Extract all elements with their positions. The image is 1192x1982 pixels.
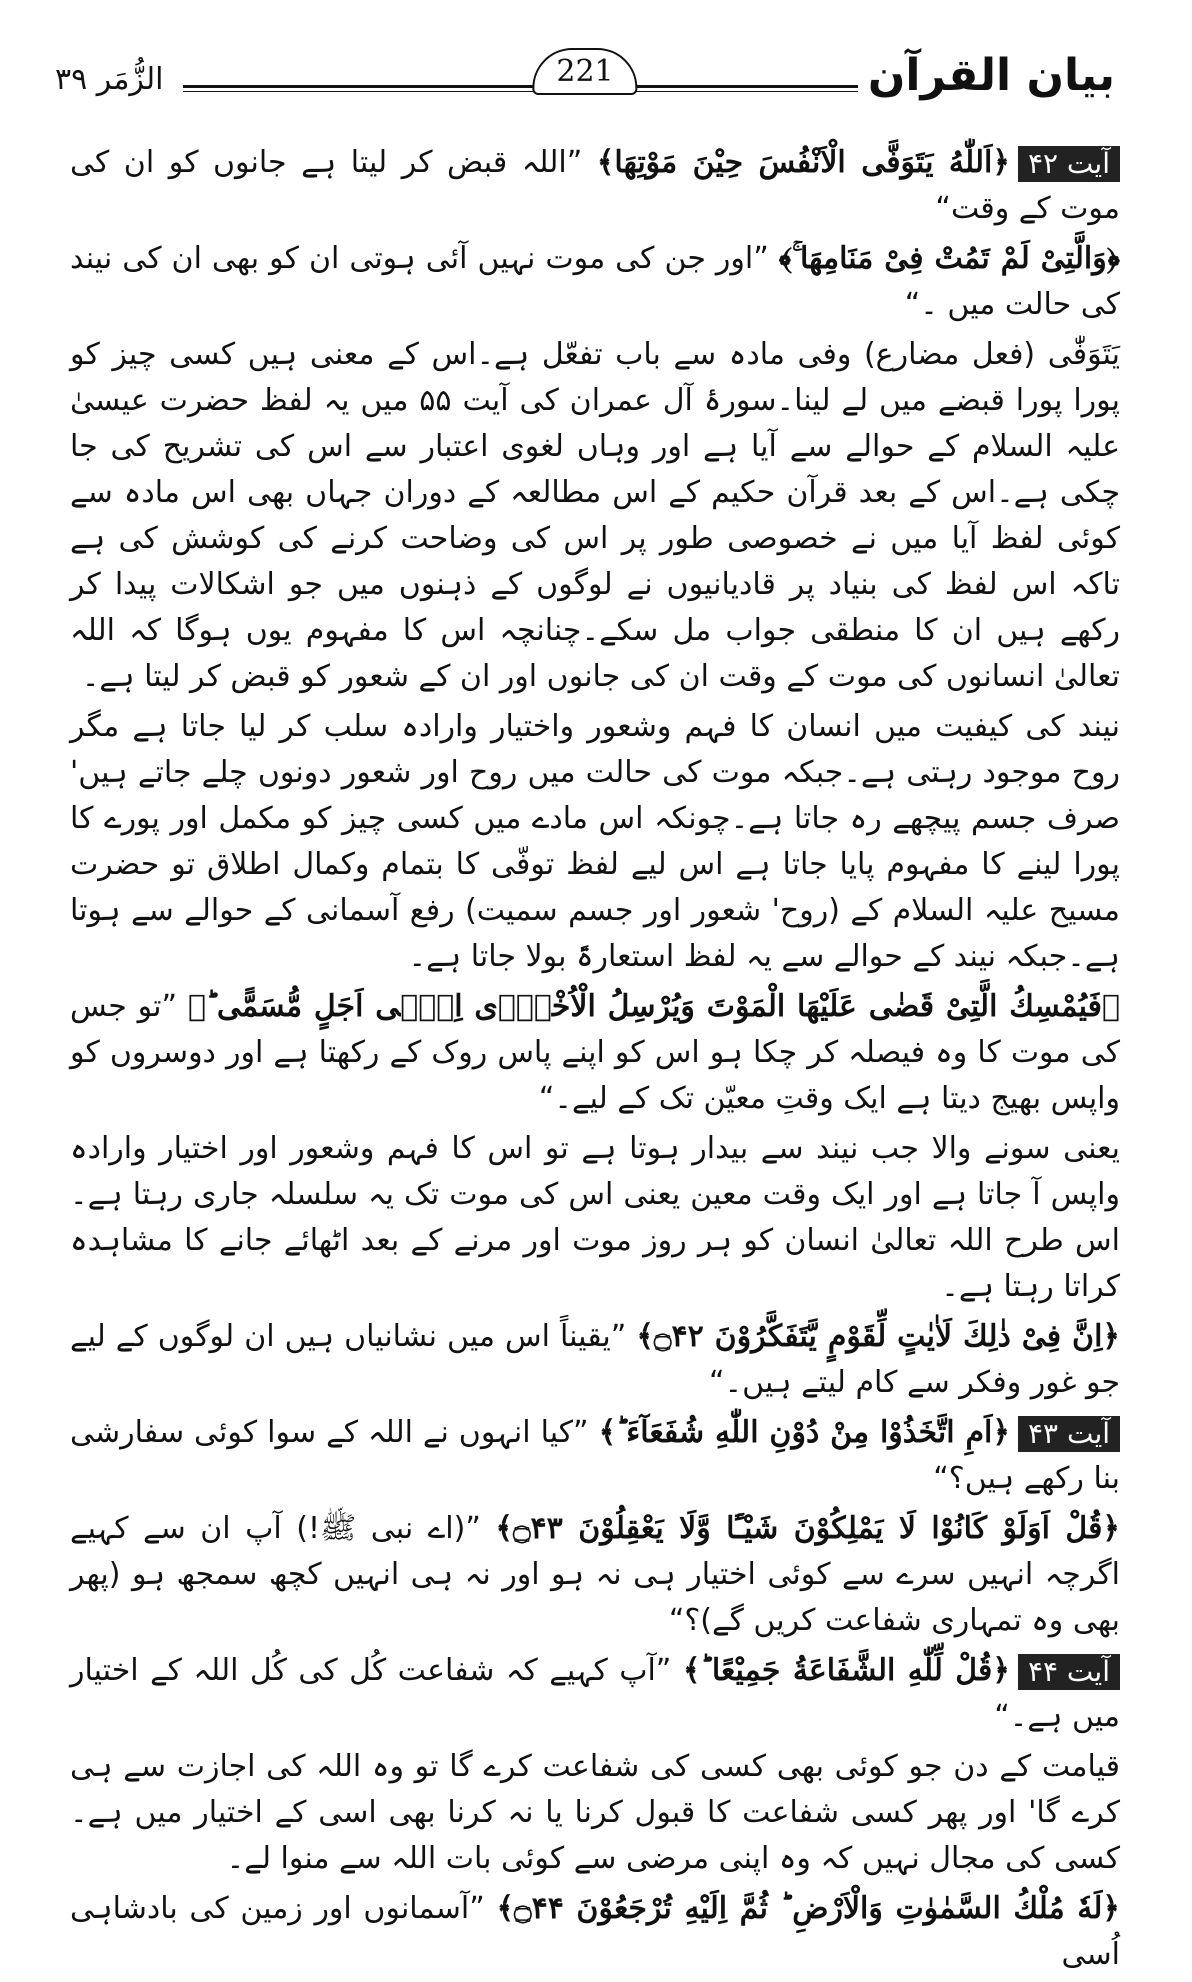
commentary-text: ”(اے نبی ﷺ!) آپ ان سے کہیے اگرچہ انہیں سرے سے کوئی اختیار ہی نہ ہو اور نہ ہی انہیں کچھ سمجھ ہو (پھر بھی وہ تمہاری شفاعت کریں گے)؟“ [70, 1511, 1120, 1638]
commentary-text: یعنی سونے والا جب نیند سے بیدار ہوتا ہے تو اس کا فہم وشعور اور اختیار وارادہ واپس آ جاتا ہے اور ایک وقت معین یعنی اس کی موت تک یہ سلسلہ جاری رہتا ہے۔اس طرح اللہ تعالیٰ انسان کو ہر روز موت اور مرنے کے بعد اٹھائے جانے کا مشاہدہ کراتا رہتا ہے۔ [70, 1131, 1120, 1304]
commentary-text: قیامت کے دن جو کوئی بھی کسی کی شفاعت کرے گا تو وہ اللہ کی اجازت سے ہی کرے گا' اور پھر کسی شفاعت کا قبول کرنا یا نہ کرنا بھی اسی کے اختیار میں ہے۔کسی کی مجال نہیں کہ وہ اپنی مرضی سے کوئی بات اللہ سے منوا لے۔ [70, 1749, 1120, 1876]
paragraph [70, 704, 1120, 980]
commentary-text: یَتَوَفّٰی (فعل مضارع) وفی مادہ سے باب تفعّل ہے۔اس کے معنی ہیں کسی چیز کو پورا پورا قبضے میں لے لینا۔سورۂ آل عمران کی آیت ۵۵ میں یہ لفظ حضرت عیسیٰ علیہ السلام کے حوالے سے آیا ہے اور وہاں لغوی اعتبار سے اس کی تشریح کی جا چکی ہے۔اس کے بعد قرآن حکیم کے اس مطالعہ کے دوران جہاں بھی اس مادہ سے کوئی لفظ آیا میں نے خصوصی طور پر اس کی وضاحت کرنے کی کوشش کی ہے تاکہ اس لفظ کی بنیاد پر قادیانیوں نے لوگوں کے ذہنوں میں جو اشکالات پیدا کر رکھے ہیں ان کا منطقی جواب مل سکے۔چنانچہ اس کا مفہوم یوں ہوگا کہ اللہ تعالیٰ انسانوں کی موت کے وقت ان کی جانوں اور ان کے شعور کو قبض کر لیتا ہے۔ [70, 337, 1120, 694]
commentary-text: ”تو جس کی موت کا وہ فیصلہ کر چکا ہو اس کو اپنے پاس روک کے رکھتا ہے اور دوسروں کو واپس بھیج دیتا ہے ایک وقتِ معیّن تک کے لیے۔“ [70, 989, 1120, 1116]
page-content [70, 140, 1120, 1982]
paragraph [70, 1314, 1120, 1406]
commentary-text: ”آپ کہیے کہ شفاعت کُل کی کُل اللہ کے اختیار میں ہے۔“ [70, 1653, 1120, 1734]
paragraph [70, 1506, 1120, 1644]
commentary-text: ”اللہ قبض کر لیتا ہے جانوں کو ان کی موت کے وقت“ [70, 145, 1120, 226]
paragraph [70, 236, 1120, 328]
page-header [55, 40, 1115, 120]
paragraph [70, 1886, 1120, 1978]
commentary-text: ”اور جن کی موت نہیں آئی ہوتی ان کو بھی ان کی نیند کی حالت میں ۔“ [70, 241, 1120, 322]
surah-title: الزُّمَر ۳۹ [55, 62, 173, 97]
paragraph [70, 984, 1120, 1122]
quran-verse-text: ﴿وَالَّتِیْ لَمْ تَمُتْ فِیْ مَنَامِهَا ۚ﴾ [778, 241, 1120, 276]
paragraph [70, 1744, 1120, 1882]
paragraph [70, 1410, 1120, 1502]
quran-verse-text: ﴿اِنَّ فِیْ ذٰلِكَ لَاٰیٰتٍ لِّقَوْمٍ یَّتَفَكَّرُوْنَ ۝۴۲﴾ [636, 1319, 1120, 1354]
commentary-text: ”آسمانوں اور زمین کی بادشاہی اُسی [70, 1891, 1120, 1972]
quran-verse-text: ﴿لَهٗ مُلْكُ السَّمٰوٰتِ وَالْاَرْضِ ؕ ثُمَّ اِلَیْهِ تُرْجَعُوْنَ ۝۴۴﴾ [496, 1891, 1121, 1926]
quran-verse-text: ﴿قُلْ اَوَلَوْ كَانُوْا لَا یَمْلِكُوْنَ شَیْـًٔا وَّلَا یَعْقِلُوْنَ ۝۴۳﴾ [495, 1511, 1120, 1546]
paragraph [70, 1126, 1120, 1310]
quran-verse-text: ﴿اَمِ اتَّخَذُوْا مِنْ دُوْنِ اللّٰهِ شُفَعَآءَ ؕ﴾ [598, 1415, 1010, 1450]
paragraph [70, 332, 1120, 700]
ayat-number-badge: آیت ۴۳ [1018, 1416, 1120, 1452]
quran-verse-text: ﴿فَیُمْسِكُ الَّتِیْ قَضٰى عَلَیْهَا الْمَوْتَ وَیُرْسِلُ الْاُخْرٰۤى اِلٰۤى اَجَلٍ مُّسَمًّى ؕ﴾ [187, 989, 1120, 1024]
commentary-text: ”یقیناً اس میں نشانیاں ہیں ان لوگوں کے لیے جو غور وفکر سے کام لیتے ہیں۔“ [70, 1319, 1120, 1400]
book-title: بیان القرآن [858, 50, 1115, 101]
page-number: 221 [532, 48, 637, 95]
commentary-text: ”کیا انہوں نے اللہ کے سوا کوئی سفارشی بنا رکھے ہیں؟“ [70, 1415, 1120, 1496]
quran-verse-text: ﴿اَللّٰهُ یَتَوَفَّى الْاَنْفُسَ حِیْنَ مَوْتِهَا﴾ [596, 145, 1010, 180]
ayat-number-badge: آیت ۴۴ [1018, 1654, 1120, 1690]
paragraph [70, 1648, 1120, 1740]
commentary-text: نیند کی کیفیت میں انسان کا فہم وشعور واختیار وارادہ سلب کر لیا جاتا ہے مگر روح موجود رہتی ہے۔جبکہ موت کی حالت میں روح اور شعور دونوں چلے جاتے ہیں' صرف جسم پیچھے رہ جاتا ہے۔چونکہ اس مادے میں کسی چیز کو مکمل اور پورے کا پورا لینے کا مفہوم پایا جاتا ہے اس لیے لفظ توفّی کا بتمام وکمال اطلاق تو حضرت مسیح علیہ السلام کے (روح' شعور اور جسم سمیت) رفع آسمانی کے حوالے سے ہوتا ہے۔جبکہ نیند کے حوالے سے یہ لفظ استعارۃً بولا جاتا ہے۔ [70, 709, 1120, 974]
quran-verse-text: ﴿قُلْ لِّلّٰهِ الشَّفَاعَةُ جَمِیْعًا ؕ﴾ [682, 1653, 1010, 1688]
ayat-number-badge: آیت ۴۲ [1018, 146, 1120, 182]
paragraph [70, 140, 1120, 232]
